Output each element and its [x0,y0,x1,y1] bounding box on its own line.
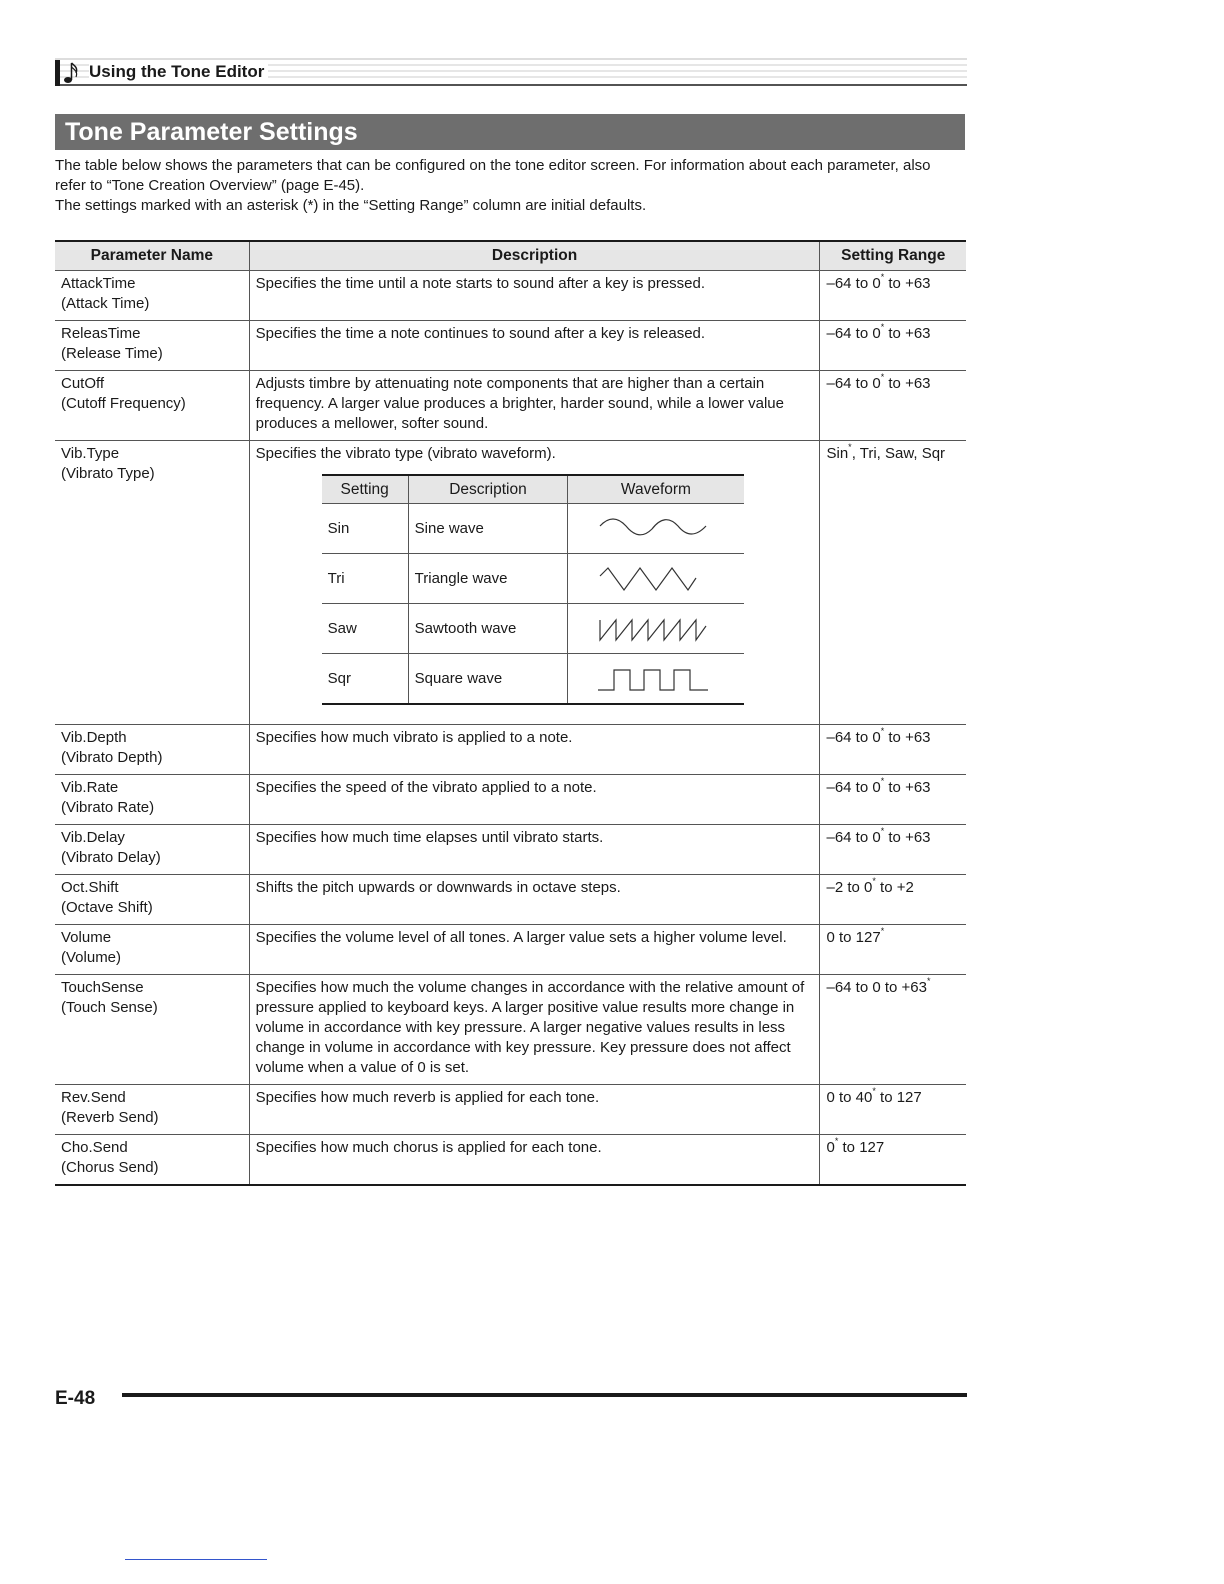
range-text: –2 to 0 [826,879,873,896]
description-cell: Specifies the speed of the vibrato applied to a note. [249,775,820,825]
parameter-name: Rev.Send [61,1089,126,1106]
default-asterisk: * [880,372,885,382]
vibrato-type-table [322,474,744,705]
table-row [55,775,966,825]
parameter-name-cell [55,725,249,775]
range-text: , Tri, Saw, Sqr [851,445,946,462]
setting-range-cell [820,321,966,371]
header-parameter-name: Parameter Name [55,241,249,271]
vibrato-row [322,604,744,654]
vibrato-setting: Tri [322,554,409,604]
default-asterisk: * [880,322,885,332]
triangle-waveform-icon [596,564,712,594]
section-title: Using the Tone Editor [89,61,268,83]
description-cell: Specifies the time a note continues to sound after a key is released. [249,321,820,371]
footer-rule [122,1393,967,1397]
parameter-full-name: (Touch Sense) [61,999,158,1016]
parameter-name-cell [55,441,249,725]
table-row [55,875,966,925]
default-asterisk: * [834,1136,839,1146]
waveform-cell [568,654,744,705]
square-waveform-icon [596,664,712,694]
default-asterisk: * [880,272,885,282]
table-row [55,1085,966,1135]
parameter-name: Vib.Rate [61,779,119,796]
range-text: to +63 [884,325,931,342]
page-title: Tone Parameter Settings [55,114,965,150]
range-text: to +63 [884,779,931,796]
setting-range-cell [820,925,966,975]
vibrato-setting-description: Sawtooth wave [408,604,568,654]
range-text: 0 to 40 [826,1089,873,1106]
description-cell: Specifies how much vibrato is applied to a note. [249,725,820,775]
vibrato-setting: Sin [322,504,409,554]
parameter-name-cell [55,875,249,925]
parameter-name: AttackTime [61,275,136,292]
header-setting: Setting [322,475,409,504]
range-text: to 127 [838,1139,885,1156]
parameter-name: Vib.Type [61,445,120,462]
waveform-cell [568,604,744,654]
range-text: to +63 [884,275,931,292]
table-row [55,441,966,725]
setting-range-cell [820,371,966,441]
parameter-full-name: (Vibrato Depth) [61,749,163,766]
default-asterisk: * [880,726,885,736]
parameter-full-name: (Reverb Send) [61,1109,159,1126]
range-text: to +63 [884,829,931,846]
parameter-table [55,240,966,1186]
parameter-name: TouchSense [61,979,144,996]
range-text: –64 to 0 [826,325,881,342]
parameter-name-cell [55,271,249,321]
parameter-name: ReleasTime [61,325,141,342]
default-asterisk: * [880,926,885,936]
intro-text [55,156,965,216]
range-text: –64 to 0 [826,375,881,392]
description-cell: Specifies how much chorus is applied for each tone. [249,1135,820,1186]
parameter-name-cell [55,925,249,975]
vibrato-setting: Sqr [322,654,409,705]
parameter-full-name: (Attack Time) [61,295,150,312]
table-row [55,975,966,1085]
header-accent-bar [55,60,60,86]
parameter-name: Oct.Shift [61,879,119,896]
default-asterisk: * [848,442,852,452]
table-row [55,925,966,975]
range-text: to +2 [875,879,914,896]
parameter-name-cell [55,975,249,1085]
setting-range-cell [820,875,966,925]
setting-range-cell [820,975,966,1085]
music-note-icon [63,61,81,85]
vibrato-type-table-wrap [256,464,814,715]
parameter-name-cell [55,1085,249,1135]
parameter-table-header [55,241,966,271]
vibrato-setting-description: Square wave [408,654,568,705]
setting-range-cell [820,725,966,775]
intro-paragraph-2: The settings marked with an asterisk (*) in the “Setting Range” column are initial defaults. [55,197,647,214]
default-asterisk: * [880,776,885,786]
range-text: 0 to 127 [826,929,881,946]
default-asterisk: * [872,1086,876,1096]
parameter-name: Vib.Depth [61,729,127,746]
default-asterisk: * [927,976,931,986]
parameter-name: CutOff [61,375,105,392]
parameter-name-cell [55,371,249,441]
parameter-name: Cho.Send [61,1139,128,1156]
range-text: –64 to 0 to +63 [826,979,927,996]
vibrato-row [322,554,744,604]
setting-range-cell [820,1135,966,1186]
description-cell: Specifies how much time elapses until vibrato starts. [249,825,820,875]
vibrato-table-header [322,475,744,504]
parameter-name-cell [55,775,249,825]
parameter-full-name: (Vibrato Rate) [61,799,155,816]
range-text: 0 [826,1139,835,1156]
description-cell: Specifies how much the volume changes in accordance with the relative amount of pressure applied to keyboard keys. A larger positive value results more change in volume in accordance with key pressure. A larger negative values results in less change in volume in accordance with key pressure. Key pressure does not affect volume when a value of 0 is set. [249,975,820,1085]
default-asterisk: * [880,826,885,836]
table-row [55,271,966,321]
header-waveform: Waveform [568,475,744,504]
table-row [55,825,966,875]
range-text: –64 to 0 [826,779,881,796]
vibrato-setting-description: Sine wave [408,504,568,554]
header-setting-range: Setting Range [820,241,966,271]
parameter-name-cell [55,825,249,875]
range-text: –64 to 0 [826,729,881,746]
vibrato-row [322,654,744,705]
parameter-name: Volume [61,929,112,946]
header-vibrato-description: Description [408,475,568,504]
waveform-cell [568,504,744,554]
setting-range-cell [820,441,966,725]
range-text: to 127 [875,1089,922,1106]
description-cell: Specifies how much reverb is applied for each tone. [249,1085,820,1135]
table-row [55,371,966,441]
parameter-full-name: (Release Time) [61,345,163,362]
setting-range-cell [820,1085,966,1135]
description-cell: Shifts the pitch upwards or downwards in octave steps. [249,875,820,925]
vibrato-setting-description: Triangle wave [408,554,568,604]
parameter-full-name: (Vibrato Delay) [61,849,161,866]
range-text: to +63 [884,375,931,392]
vibrato-setting: Saw [322,604,409,654]
table-row [55,1135,966,1186]
intro-paragraph-1: The table below shows the parameters that can be configured on the tone editor screen. For information about each parameter, also refer to “Tone Creation Overview” (page E-45). [55,157,931,194]
parameter-full-name: (Volume) [61,949,122,966]
default-asterisk: * [872,876,876,886]
parameter-name-cell [55,1135,249,1186]
range-text: –64 to 0 [826,829,881,846]
range-text: to +63 [884,729,931,746]
setting-range-cell [820,271,966,321]
table-row [55,725,966,775]
parameter-full-name: (Cutoff Frequency) [61,395,186,412]
vibrato-row [322,504,744,554]
setting-range-cell [820,825,966,875]
range-text: Sin [826,445,849,462]
description-cell: Specifies the volume level of all tones. A larger value sets a higher volume level. [249,925,820,975]
sine-waveform-icon [596,514,712,544]
description-cell: Adjusts timbre by attenuating note components that are higher than a certain frequency. A larger value produces a brighter, harder sound, while a lower value produces a mellower, softer sound. [249,371,820,441]
parameter-full-name: (Vibrato Type) [61,465,155,482]
bottom-link-line [125,1559,267,1560]
sawtooth-waveform-icon [596,614,712,644]
parameter-name: Vib.Delay [61,829,125,846]
section-header [55,57,967,87]
parameter-full-name: (Chorus Send) [61,1159,159,1176]
waveform-cell [568,554,744,604]
parameter-full-name: (Octave Shift) [61,899,153,916]
range-text: –64 to 0 [826,275,881,292]
parameter-name-cell [55,321,249,371]
header-description: Description [249,241,820,271]
setting-range-cell [820,775,966,825]
description-cell [249,441,820,725]
page-number: E-48 [55,1388,96,1409]
table-row [55,321,966,371]
description-cell: Specifies the time until a note starts to sound after a key is pressed. [249,271,820,321]
vibrato-description: Specifies the vibrato type (vibrato waveform). [255,445,556,462]
